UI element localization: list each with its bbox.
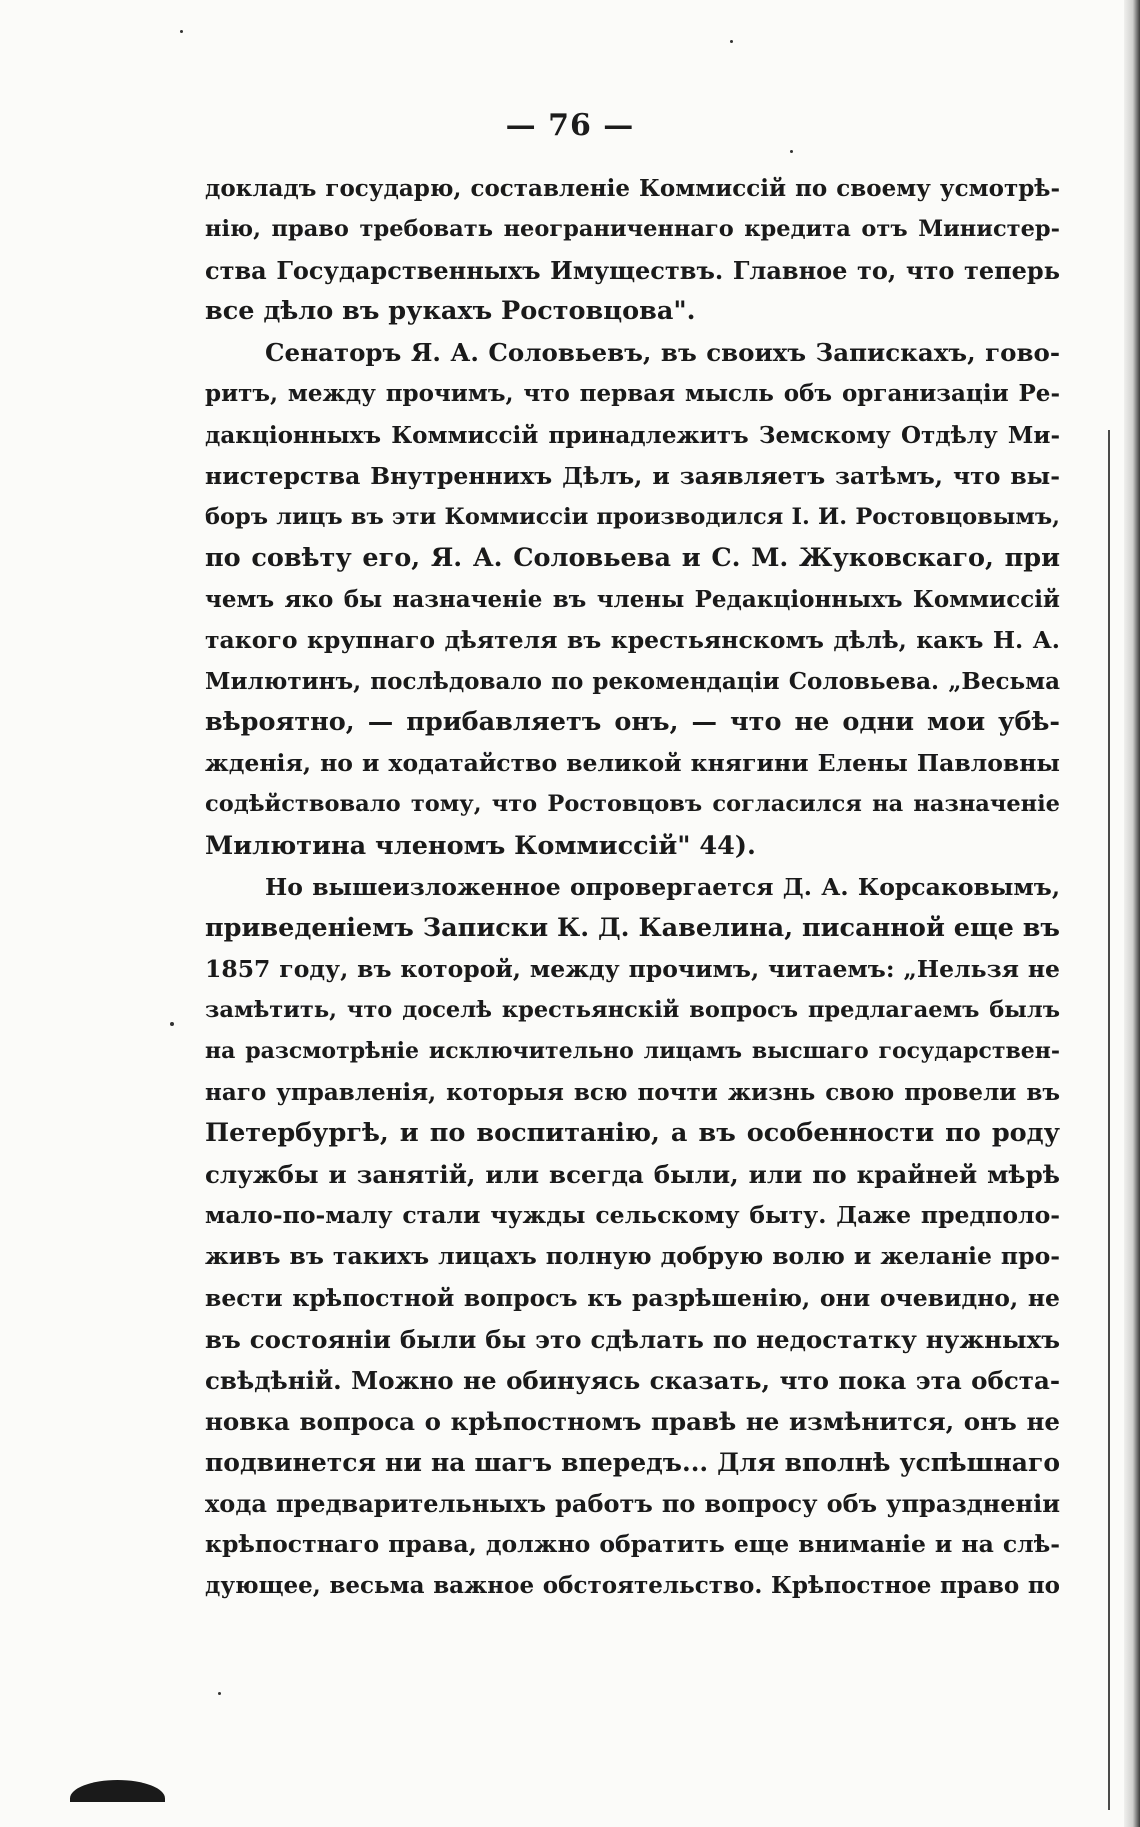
text-line: Петербургѣ, и по воспитанію, а въ особенности по роду: [205, 1118, 1060, 1149]
text-line: замѣтить, что доселѣ крестьянскій вопросъ предлагаемъ былъ: [205, 996, 1060, 1023]
ink-blot: [70, 1780, 165, 1802]
text-line: докладъ государю, составленіе Коммиссій по своему усмотрѣ-: [205, 175, 1060, 202]
text-line: жденія, но и ходатайство великой княгини Елены Павловны: [205, 749, 1060, 778]
text-line: нистерства Внутреннихъ Дѣлъ, и заявляетъ затѣмъ, что вы-: [205, 461, 1060, 490]
text-line: боръ лицъ въ эти Коммиссіи производился І. И. Ростовцовымъ,: [205, 503, 1060, 530]
paragraph-1: [205, 168, 1060, 332]
text-line: хода предварительныхъ работъ по вопросу объ упраздненіи: [205, 1489, 1060, 1518]
text-line: Но вышеизложенное опровергается Д. А. Корсаковымъ,: [265, 872, 1060, 901]
text-line: такого крупнаго дѣятеля въ крестьянскомъ дѣлѣ, какъ Н. А.: [205, 626, 1060, 655]
paragraph-3: [205, 867, 1060, 1607]
text-line: 1857 году, въ которой, между прочимъ, читаемъ: „Нельзя не: [205, 954, 1060, 983]
text-line: подвинется ни на шагъ впередъ... Для вполнѣ успѣшнаго: [205, 1447, 1060, 1477]
text-line: дакціонныхъ Коммиссій принадлежитъ Земскому Отдѣлу Ми-: [205, 421, 1060, 449]
text-line: по совѣту его, Я. А. Соловьева и С. М. Жуковскаго, при: [205, 542, 1060, 573]
text-line: свѣдѣній. Можно не обинуясь сказать, что пока эта обста-: [205, 1365, 1060, 1395]
text-line: Милютина членомъ Коммиссій" 44).: [205, 830, 756, 861]
text-line: мало-по-малу стали чужды сельскому быту. Даже предполо-: [205, 1201, 1060, 1230]
text-line: содѣйствовало тому, что Ростовцовъ согласился на назначеніе: [205, 791, 1060, 818]
body-text: [205, 168, 1060, 1606]
text-line: ритъ, между прочимъ, что первая мысль объ организаціи Ре-: [205, 380, 1060, 408]
text-line: наго управленія, которыя всю почти жизнь свою провели въ: [205, 1079, 1060, 1107]
text-line: крѣпостнаго права, должно обратить еще вниманіе и на слѣ-: [205, 1530, 1060, 1559]
text-line: на разсмотрѣніе исключительно лицамъ высшаго государствен-: [205, 1037, 1060, 1064]
ink-speck: [730, 40, 733, 43]
text-line: чемъ яко бы назначеніе въ члены Редакціонныхъ Коммиссій: [205, 585, 1060, 613]
text-line: ства Государственныхъ Имуществъ. Главное то, что теперь: [205, 256, 1060, 286]
text-line: въ состояніи были бы это сдѣлать по недостатку нужныхъ: [205, 1324, 1060, 1354]
text-line: нію, право требовать неограниченнаго кредита отъ Министер-: [205, 216, 1060, 243]
binding-edge-line: [1108, 430, 1110, 1810]
text-line: все дѣло въ рукахъ Ростовцова".: [205, 296, 696, 327]
text-line: живъ въ такихъ лицахъ полную добрую волю и желаніе про-: [205, 1242, 1060, 1271]
page-edge-shadow: [1124, 0, 1140, 1827]
ink-speck: [170, 1022, 174, 1026]
ink-speck: [180, 30, 183, 33]
text-line: Милютинъ, послѣдовало по рекомендаціи Соловьева. „Весьма: [205, 668, 1060, 696]
text-line: вести крѣпостной вопросъ къ разрѣшенію, они очевидно, не: [205, 1283, 1060, 1312]
text-line: вѣроятно, — прибавляетъ онъ, — что не одни мои убѣ-: [205, 707, 1060, 738]
page-number: — 76 —: [505, 108, 635, 143]
text-line: дующее, весьма важное обстоятельство. Крѣпостное право по: [205, 1572, 1060, 1600]
ink-speck: [218, 1692, 221, 1695]
text-line: приведеніемъ Записки К. Д. Кавелина, писанной еще въ: [205, 912, 1060, 943]
text-line: службы и занятій, или всегда были, или по крайней мѣрѣ: [205, 1160, 1060, 1190]
text-line: Сенаторъ Я. А. Соловьевъ, въ своихъ Запискахъ, гово-: [265, 338, 1060, 368]
paragraph-2: [205, 332, 1060, 866]
text-line: новка вопроса о крѣпостномъ правѣ не измѣнится, онъ не: [205, 1406, 1060, 1436]
ink-speck: [790, 150, 793, 153]
